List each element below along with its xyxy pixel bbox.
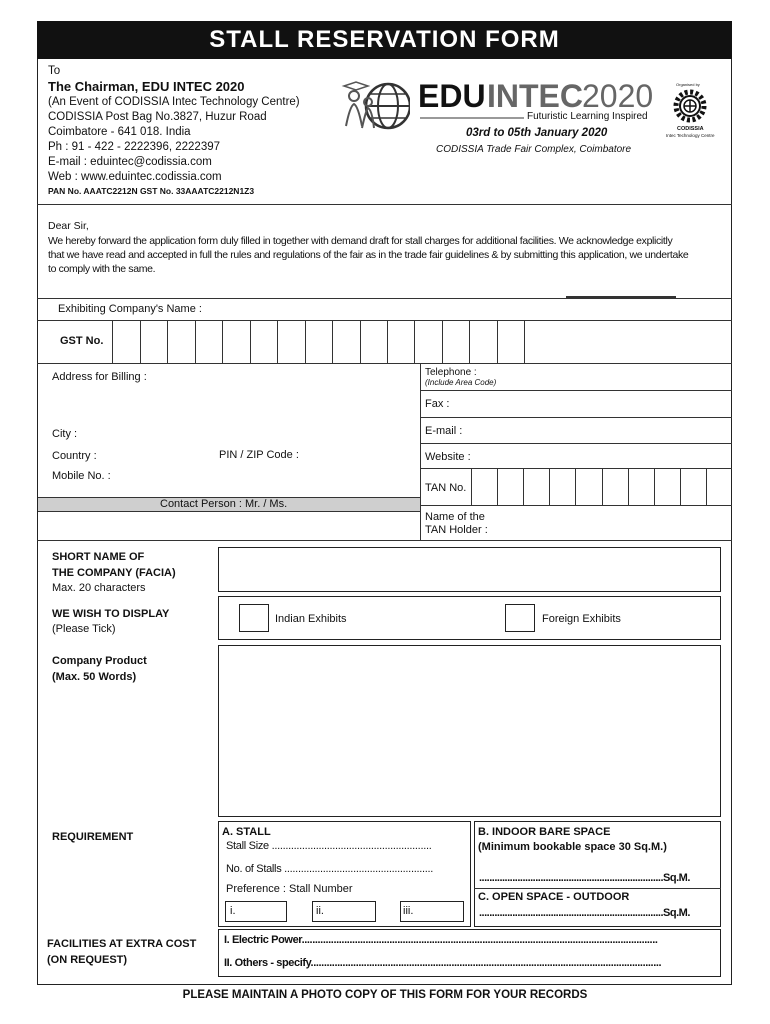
billing-address-label: Address for Billing : bbox=[52, 371, 147, 383]
foreign-exhibits-checkbox[interactable] bbox=[505, 604, 535, 632]
logo-year: 2020 bbox=[582, 78, 654, 114]
tan-cell-divider bbox=[654, 468, 655, 505]
tan-label: TAN No. bbox=[425, 482, 467, 494]
gst-cell-divider bbox=[140, 321, 141, 363]
divider bbox=[420, 505, 732, 506]
indian-exhibits-label: Indian Exhibits bbox=[275, 613, 347, 625]
gst-cell-divider bbox=[414, 321, 415, 363]
others-field[interactable]: II. Others - specify.................................................................................................................................... bbox=[224, 957, 662, 969]
gst-label: GST No. bbox=[60, 335, 104, 347]
addressee-name: The Chairman, EDU INTEC 2020 bbox=[48, 79, 245, 94]
divider bbox=[420, 417, 732, 418]
pin-label: PIN / ZIP Code : bbox=[219, 449, 299, 461]
preference-2-label: ii. bbox=[316, 905, 324, 917]
addressee-line: Web : www.eduintec.codissia.com bbox=[48, 171, 222, 183]
tan-cell-divider bbox=[497, 468, 498, 505]
letter-line: to comply with the same. bbox=[48, 263, 156, 275]
open-title: C. OPEN SPACE - OUTDOOR bbox=[478, 891, 630, 903]
contact-person-label: Contact Person : Mr. / Ms. bbox=[160, 498, 288, 510]
gst-cell-divider bbox=[497, 321, 498, 363]
gst-cell-divider bbox=[442, 321, 443, 363]
divider bbox=[474, 888, 721, 889]
addressee-line: CODISSIA Post Bag No.3827, Huzur Road bbox=[48, 111, 267, 123]
gst-cell-divider bbox=[360, 321, 361, 363]
foreign-exhibits-label: Foreign Exhibits bbox=[542, 613, 621, 625]
indoor-area-field[interactable]: ........................................................................Sq.M. bbox=[479, 872, 690, 884]
short-name-label: THE COMPANY (FACIA) bbox=[52, 567, 176, 579]
codissia-gear-icon bbox=[672, 88, 708, 124]
event-dates: 03rd to 05th January 2020 bbox=[466, 127, 608, 139]
gst-cell-divider bbox=[524, 321, 525, 363]
telephone-note: (Include Area Code) bbox=[425, 378, 497, 387]
gst-cell-divider bbox=[112, 321, 113, 363]
website-label: Website : bbox=[425, 451, 471, 463]
country-label: Country : bbox=[52, 450, 97, 462]
salutation: Dear Sir, bbox=[48, 220, 89, 232]
addressee-line: Ph : 91 - 422 - 2222396, 2222397 bbox=[48, 141, 221, 153]
city-label: City : bbox=[52, 428, 78, 440]
organised-by: Organised by bbox=[676, 82, 700, 87]
facilities-note: (ON REQUEST) bbox=[47, 954, 128, 966]
exhibiting-company-label: Exhibiting Company's Name : bbox=[58, 303, 202, 315]
divider bbox=[420, 443, 732, 444]
divider bbox=[37, 363, 732, 364]
divider bbox=[37, 540, 732, 541]
indoor-title: B. INDOOR BARE SPACE bbox=[478, 826, 611, 838]
letter-line: We hereby forward the application form duly filled in together with demand draft for stall charges for additional facilities. We acknowledge explicitly bbox=[48, 235, 673, 247]
billing-address-field[interactable] bbox=[52, 386, 412, 424]
tan-cell-divider bbox=[575, 468, 576, 505]
tan-cell-divider bbox=[471, 468, 472, 505]
display-label: WE WISH TO DISPLAY bbox=[52, 608, 170, 620]
open-area-field[interactable]: ........................................................................Sq.M. bbox=[479, 907, 690, 919]
gst-cell-divider bbox=[305, 321, 306, 363]
telephone-label: Telephone : bbox=[425, 367, 477, 378]
facilities-label: FACILITIES AT EXTRA COST bbox=[47, 938, 197, 950]
indoor-note: (Minimum bookable space 30 Sq.M.) bbox=[478, 841, 667, 853]
tan-cell-divider bbox=[523, 468, 524, 505]
gst-cell-divider bbox=[222, 321, 223, 363]
contact-person-field[interactable] bbox=[40, 513, 416, 538]
fax-label: Fax : bbox=[425, 398, 450, 410]
email-label: E-mail : bbox=[425, 425, 463, 437]
addressee-line: (An Event of CODISSIA Intec Technology Centre) bbox=[48, 96, 300, 108]
logo-tagline: Futuristic Learning Inspired bbox=[527, 111, 648, 122]
event-venue: CODISSIA Trade Fair Complex, Coimbatore bbox=[436, 144, 632, 155]
addressee-line: E-mail : eduintec@codissia.com bbox=[48, 156, 212, 168]
exhibiting-company-field[interactable] bbox=[212, 300, 727, 318]
gst-cell-divider bbox=[387, 321, 388, 363]
preference-1-label: i. bbox=[230, 905, 236, 917]
gst-number-field[interactable] bbox=[112, 321, 524, 363]
edu-intec-emblem bbox=[340, 76, 410, 136]
gst-cell-divider bbox=[469, 321, 470, 363]
pan-gst-numbers: PAN No. AAATC2212N GST No. 33AAATC2212N1Z3 bbox=[48, 186, 255, 196]
stall-size-field[interactable]: Stall Size .......................................................... bbox=[226, 840, 432, 852]
divider bbox=[566, 296, 676, 298]
indian-exhibits-checkbox[interactable] bbox=[239, 604, 269, 632]
gst-cell-divider bbox=[277, 321, 278, 363]
tan-holder-label: Name of the bbox=[425, 511, 485, 523]
tan-holder-label: TAN Holder : bbox=[425, 524, 488, 536]
short-name-note: Max. 20 characters bbox=[52, 582, 146, 594]
tan-cell-divider bbox=[549, 468, 550, 505]
preference-label: Preference : Stall Number bbox=[226, 883, 353, 895]
short-name-label: SHORT NAME OF bbox=[52, 551, 145, 563]
logo-edu: EDU bbox=[418, 78, 486, 114]
form-title: STALL RESERVATION FORM bbox=[37, 21, 732, 59]
divider bbox=[37, 298, 732, 299]
org-name: CODISSIA bbox=[677, 126, 704, 132]
gst-cell-divider bbox=[167, 321, 168, 363]
gst-cell-divider bbox=[332, 321, 333, 363]
letter-line: that we have read and accepted in full the rules and regulations of the fair as in the trade fair guidelines & by submitting this application, we undertake bbox=[48, 249, 689, 261]
logo-rule bbox=[420, 117, 524, 119]
gst-cell-divider bbox=[195, 321, 196, 363]
addressee-line: Coimbatore - 641 018. India bbox=[48, 126, 191, 138]
display-note: (Please Tick) bbox=[52, 623, 116, 635]
preference-3-label: iii. bbox=[403, 905, 414, 917]
mobile-label: Mobile No. : bbox=[52, 470, 111, 482]
tan-cell-divider bbox=[706, 468, 707, 505]
to-label: To bbox=[48, 65, 61, 77]
logo-intec: INTEC bbox=[487, 78, 583, 114]
requirement-label: REQUIREMENT bbox=[52, 831, 134, 843]
divider bbox=[37, 204, 732, 205]
divider bbox=[420, 390, 732, 391]
product-note: (Max. 50 Words) bbox=[52, 671, 137, 683]
gst-cell-divider bbox=[250, 321, 251, 363]
stall-title: A. STALL bbox=[222, 826, 271, 838]
company-product-field[interactable] bbox=[218, 645, 721, 817]
no-of-stalls-field[interactable]: No. of Stalls ...................................................... bbox=[226, 863, 433, 875]
tan-cell-divider bbox=[628, 468, 629, 505]
short-name-field[interactable] bbox=[218, 547, 721, 592]
org-sub: Intec Technology Centre bbox=[666, 133, 715, 138]
tan-cell-divider bbox=[680, 468, 681, 505]
product-label: Company Product bbox=[52, 655, 147, 667]
footer-note: PLEASE MAINTAIN A PHOTO COPY OF THIS FORM FOR YOUR RECORDS bbox=[182, 989, 588, 1001]
tan-cell-divider bbox=[602, 468, 603, 505]
electric-power-field[interactable]: I. Electric Power...................................................................................................................................... bbox=[224, 934, 658, 946]
